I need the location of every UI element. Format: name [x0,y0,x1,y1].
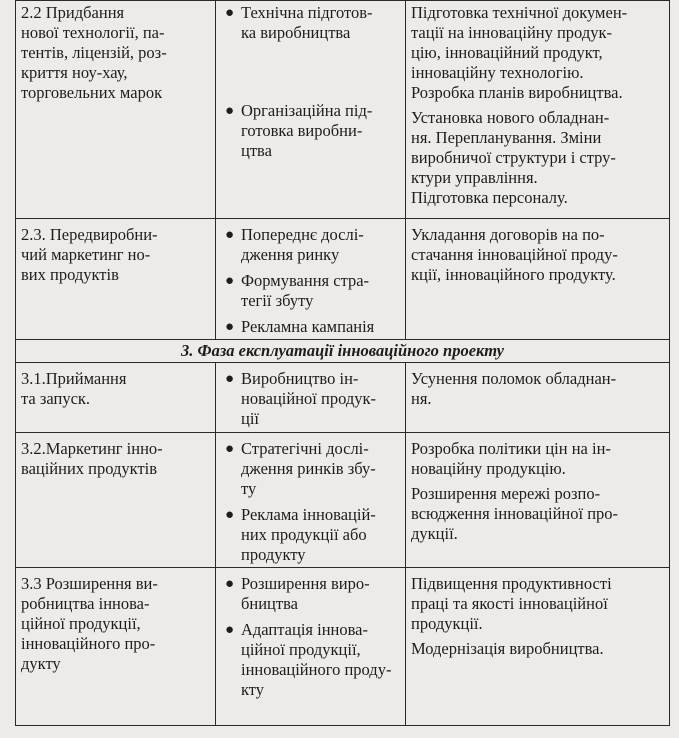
bullet-icon: ● [225,5,235,21]
stage-text: 3.1.Приймання та запуск. [21,369,127,408]
task-text: Організаційна під- готовка виробни- цтва [241,101,373,160]
tasks-cell [216,1,406,219]
stage-cell [16,363,216,433]
task-list [221,369,401,429]
result-text: Підвищення продуктивності праці та якості інноваційної продукції. [411,574,612,633]
stage-text: 2.2 Придбання нової технології, па- тентів, ліцензій, роз- криття ноу-хау, торговельних марок [21,3,167,102]
result-text: Підготовка технічної докумен- тації на інноваційну продук- цію, інноваційний продукт, інноваційну технологію. [411,3,628,82]
task-list [221,574,401,700]
table-row [16,433,670,568]
stage-text: 3.3 Розширення ви- робництва іннова- ційної продукції, інноваційного про- дукту [21,574,158,673]
task-list [221,225,401,337]
stage-cell [16,568,216,726]
innovation-project-table [15,0,670,726]
result-text: Усунення поломок обладнан- ня. [411,369,617,408]
task-item [221,574,401,614]
bullet-icon: ● [225,273,235,289]
task-text: Розширення виро- бництва [241,574,370,613]
results-cell [406,1,670,219]
task-text: Рекламна кампанія [241,317,375,336]
task-text: Адаптація іннова- ційної продукції, інноваційного проду- кту [241,620,392,699]
bullet-icon: ● [225,441,235,457]
tasks-cell [216,568,406,726]
result-text: Розробка політики цін на ін- новаційну продукцію. [411,439,611,478]
bullet-icon: ● [225,227,235,243]
task-text: Формування стра- тегії збуту [241,271,370,310]
table-row [16,363,670,433]
result-text: Установка нового обладнан- ня. Перепланування. Зміни виробничої структури і стру- ктури управління. [411,108,616,187]
task-text: Виробництво ін- новаційної продук- ції [241,369,377,428]
result-text: Розробка планів виробництва. [411,83,623,102]
bullet-icon: ● [225,319,235,335]
task-text: Стратегічні дослі- дження ринків збу- ту [241,439,376,498]
stage-cell [16,1,216,219]
task-item [221,101,401,161]
task-item [221,369,401,429]
bullet-icon: ● [225,507,235,523]
task-item [221,3,401,43]
table-row [16,219,670,340]
stage-cell [16,433,216,568]
stage-text: 3.2.Маркетинг інно- ваційних продуктів [21,439,163,478]
tasks-cell [216,219,406,340]
task-item [221,271,401,311]
task-item [221,317,401,337]
task-list [221,3,401,161]
phase-row [16,340,670,363]
task-item [221,505,401,565]
bullet-icon: ● [225,576,235,592]
bullet-icon: ● [225,622,235,638]
phase-heading: 3. Фаза експлуатації інноваційного проекту [16,340,670,363]
bullet-icon: ● [225,371,235,387]
task-item [221,439,401,499]
task-text: Попереднє дослі- дження ринку [241,225,364,264]
task-text: Технічна підготов- ка виробництва [241,3,373,42]
results-cell [406,568,670,726]
table-row [16,568,670,726]
stage-text: 2.3. Передвиробни- чий маркетинг но- вих продуктів [21,225,158,284]
task-list [221,439,401,565]
task-item [221,225,401,265]
task-item [221,620,401,700]
table-row [16,1,670,219]
stage-cell [16,219,216,340]
results-cell [406,433,670,568]
results-cell [406,363,670,433]
tasks-cell [216,363,406,433]
result-text: Модернізація виробництва. [411,639,604,658]
bullet-icon: ● [225,103,235,119]
result-text: Укладання договорів на по- стачання інноваційної проду- кції, інноваційного продукту. [411,225,618,284]
task-text: Реклама інновацій- них продукції або продукту [241,505,376,564]
tasks-cell [216,433,406,568]
results-cell [406,219,670,340]
result-text: Підготовка персоналу. [411,188,568,207]
result-text: Розширення мережі розпо- всюдження інноваційної про- дукції. [411,484,619,543]
